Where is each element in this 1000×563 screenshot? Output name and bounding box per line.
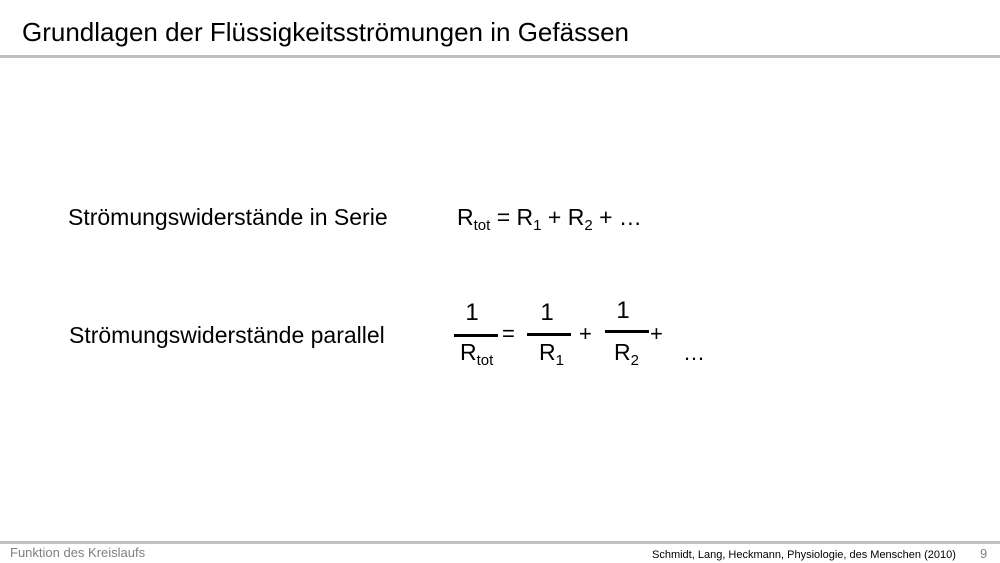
fraction-2-r-sub: 2	[630, 352, 639, 369]
fraction-1-r: R	[539, 339, 556, 365]
series-equals: =	[496, 204, 511, 230]
fraction-tot-r: R	[460, 339, 477, 365]
fraction-2-numerator: 1	[616, 297, 630, 324]
footer-section: Funktion des Kreislaufs	[10, 545, 146, 560]
fraction-1-numerator: 1	[540, 299, 554, 326]
series-label: Strömungswiderstände in Serie	[68, 204, 388, 230]
parallel-ellipsis: …	[683, 340, 705, 365]
fraction-tot-numerator: 1	[465, 299, 479, 326]
fraction-2-bar	[605, 330, 649, 333]
parallel-label: Strömungswiderstände parallel	[69, 322, 385, 348]
fraction-1-denominator	[539, 338, 564, 369]
series-ellipsis: …	[618, 204, 642, 230]
parallel-plus-2: +	[650, 321, 663, 346]
fraction-1-r-sub: 1	[555, 352, 564, 369]
parallel-equals: =	[502, 321, 515, 346]
fraction-2-denominator	[614, 338, 639, 369]
fraction-tot-denominator	[460, 338, 494, 369]
series-r2: R	[567, 204, 585, 230]
footer-source: Schmidt, Lang, Heckmann, Physiologie, des Menschen (2010)	[652, 549, 956, 561]
fraction-tot-bar	[454, 334, 498, 337]
series-r2-sub: 2	[584, 217, 593, 234]
page-number: 9	[980, 546, 988, 561]
series-r-total-sub: tot	[473, 217, 491, 234]
series-plus-2: +	[599, 204, 613, 230]
title-divider	[0, 55, 1000, 58]
parallel-plus-1: +	[579, 321, 592, 346]
series-r-total: R	[457, 204, 474, 230]
series-r1: R	[516, 204, 534, 230]
fraction-2-r: R	[614, 339, 631, 365]
series-r1-sub: 1	[533, 217, 542, 234]
fraction-tot-r-sub: tot	[476, 352, 494, 369]
series-plus-1: +	[547, 204, 562, 230]
footer-divider	[0, 541, 1000, 544]
series-formula	[457, 202, 642, 232]
fraction-1-bar	[527, 333, 571, 336]
slide-title: Grundlagen der Flüssigkeitsströmungen in Gefässen	[22, 17, 629, 47]
